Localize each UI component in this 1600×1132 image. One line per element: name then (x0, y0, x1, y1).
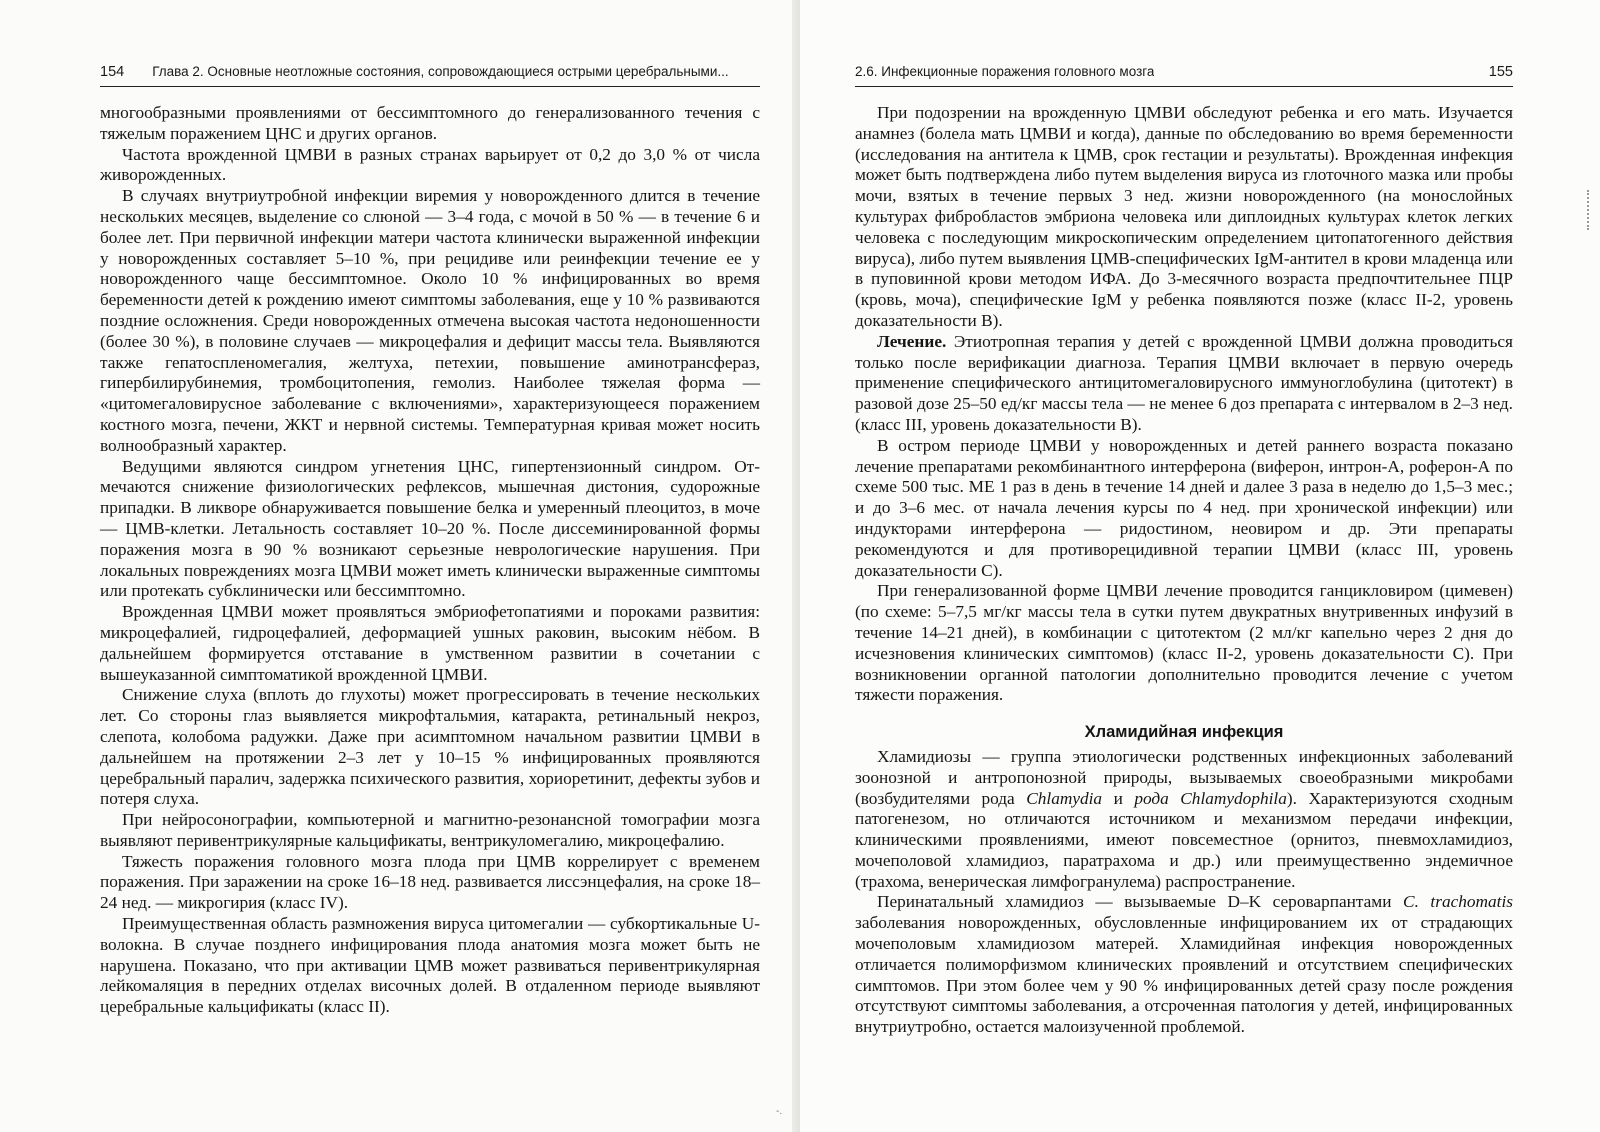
chlamydia-paragraph-1 (855, 747, 1513, 893)
scan-edge-mark (1587, 190, 1592, 230)
paragraph: Тяжесть поражения головного мозга плода при ЦМВ коррелирует с временем поражения. При заражении на сроке 16–18 нед. развивается лиссэнцефалия, на сроке 18–24 нед. — микрогирия (класс IV). (100, 851, 760, 913)
text-run: ). Характеризуются сходным патогенезом, но отличаются источником и механизмом передачи инфекции, клиническими проявлениями, имеют повсеместное (орнитоз, пневмохламидиоз, мочеполовой хламидиоз, паратрахома и др.) или преимущественно эндемичное (трахома, венерическая лимфогранулема) распространение. (855, 788, 1514, 891)
text-run: Перинатальный хламидиоз — вызываемые D–K сероварпантами (877, 892, 1404, 912)
treatment-paragraph (855, 332, 1513, 436)
right-page-header (855, 64, 1513, 87)
italic-term: рода Chlamydophila (1134, 788, 1287, 808)
text-run: Хламидиозы — группа этиологически родственных инфекционных заболеваний зоонозной и антропонозной природы, вызываемых своеобразными микробами (возбудителями рода (855, 746, 1513, 808)
chlamydia-paragraph-2 (855, 892, 1513, 1038)
italic-term: Chlamydia (1026, 788, 1103, 808)
right-page-number: 155 (1488, 64, 1513, 80)
treatment-lead: Лечение. (877, 331, 947, 351)
left-page-header (100, 64, 760, 87)
paragraph: Преимущественная область размножения вируса цитомегалии — субкортикальные U-волокна. В случае позднего инфицирования плода анатомия мозга может быть не нарушена. Показано, что при активации ЦМВ может развиваться перивентрикулярная лейкомаляция в передних отделах височных долей. В отдаленном периоде выявляют церебральные кальцификаты (класс II). (100, 914, 760, 1017)
paragraph: Снижение слуха (вплоть до глухоты) может прогрессировать в течение нескольких лет. Со стороны глаз выявляется микрофтальмия, катаракта, ретинальный некроз, слепота, колобома радужки. Даже при асимптомном начальном развитии ЦМВИ в дальнейшем на протяжении 2–3 лет у 10–15 % инфицированных проявляются церебральный паралич, задержка психического развития, хориоретинит, дефекты зубов и потеря слуха. (100, 685, 760, 809)
paragraph: Ведущими являются синдром угнетения ЦНС, гипертензионный синдром. Отмечаются снижение физиологических рефлексов, мышечная дистония, судорожные припадки. В ликворе обнаруживается повышение белка и умеренный плеоцитоз, в моче — ЦМВ-клетки. Летальность составляет 10–20 %. После диссеминированной формы поражения мозга в 90 % возникают серьезные неврологические нарушения. При локальных повреждениях мозга ЦМВИ может иметь клинически выраженные симптомы или протекать субклинически или бессимптомно. (100, 456, 760, 601)
right-page-body (855, 103, 1513, 1038)
paragraph: При генерализованной форме ЦМВИ лечение проводится ганцикловиром (цимевен) (по схеме: 5–7,5 мг/кг массы тела в сутки путем двукратных внутривенных инфузий в течение 14–21 дней), в комбинации с цитотектом (2 мл/кг капельно через 2 дня до исчезновения клинических симптомов) (класс II-2, уровень доказательности С). При возникновении органной патологии дополнительно проводится лечение с учетом тяжести поражения. (855, 581, 1513, 705)
right-running-head: 2.6. Инфекционные поражения головного мозга (855, 64, 1155, 79)
italic-term: C. trachomatis (1403, 892, 1514, 912)
paragraph: Частота врожденной ЦМВИ в разных странах варьирует от 0,2 до 3,0 % от числа живорожденных. (100, 144, 760, 185)
left-page-number: 154 (100, 64, 125, 80)
paragraph: При нейросонографии, компьютерной и магнитно-резонансной томографии мозга выявляют перивентрикулярные кальцификаты, вентрикуломегалию, микроцефалию. (100, 810, 760, 850)
right-page (800, 0, 1600, 1132)
paragraph: многообразными проявлениями от бессимптомного до генерализованного течения с тяжелым поражением ЦНС и других органов. (100, 103, 760, 143)
section-heading: Хламидийная инфекция (1084, 723, 1284, 742)
paragraph: В остром периоде ЦМВИ у новорожденных и детей раннего возраста показано лечение препаратами рекомбинантного интерферона (виферон, интрон-А, роферон-А по схеме 500 тыс. МЕ 1 раз в день в течение 14 дней и далее 3 раза в неделю до 1,5–3 мес.; и до 3–6 мес. от начала лечения курсы по 4 нед. при хронической инфекции) или индукторами интерферона — ридостином, неовиром и др. Эти препараты рекомендуются и для противорецидивной терапии ЦМВИ (класс III, уровень доказательности С). (855, 435, 1513, 580)
paragraph: При подозрении на врожденную ЦМВИ обследуют ребенка и его мать. Изучается анамнез (болела мать ЦМВИ и когда), данные по обследованию во время беременности (исследования на антитела к ЦМВ, срок гестации и результаты). Врожденная инфекция может быть подтверждена либо путем выделения вируса из глоточного мазка или пробы мочи, взятых в течение первых 3 нед. жизни новорожденного (на монослойных культурах фибробластов эмбриона человека или диплоидных культурах клеток легких человека с последующим микроскопическим определением цитопатогенного действия вируса), либо путем выявления ЦМВ-специфических IgM-антител в крови младенца или в пуповинной крови методом ИФА. До 3-месячного возраста предпочтительнее ПЦР (кровь, моча), специфические IgM у ребенка появляются позже (класс II-2, уровень доказательности В). (855, 103, 1513, 330)
text-run: и (1102, 788, 1135, 808)
treatment-text: Этиотропная терапия у детей с врожденной ЦМВИ должна проводиться только после верификации диагноза. Терапия ЦМВИ включает в первую очередь применение специфического антицитомегаловирусного иммуноглобулина (цитотект) в разовой дозе 25–50 ед/кг массы тела — не менее 6 доз препарата с интервалом в 2–3 нед. (класс III, уровень доказательности В). (855, 331, 1513, 434)
text-run: заболевания новорожденных, обусловленные инфицированием их от страдающих мочеполовым хламидиозом матерей. Хламидийная инфекция новорожденных отличается полиморфизмом клинических проявлений и отсутствием специфических симптомов. При этом более чем у 90 % инфицированных детей сразу после рождения отсутствуют симптомы заболевания, а отсроченная патология у детей, инфицированных внутриутробно, остается малоизученной проблемой. (855, 913, 1513, 1037)
paragraph: Врожденная ЦМВИ может проявляться эмбриофетопатиями и пороками развития: микроцефалией, гидроцефалией, деформацией ушных раковин, высоким нёбом. В дальнейшем формируется отставание в умственном развитии в сочетании с вышеуказанной симптоматикой врожденной ЦМВИ. (100, 602, 760, 684)
paragraph: В случаях внутриутробной инфекции виремия у новорожденного длится в течение нескольких месяцев, выделение со слюной — 3–4 года, с мочой в 50 % — в течение 6 и более лет. При первичной инфекции матери частота клинически выраженной инфекции у новорожденных составляет 5–10 %, при рецидиве или реинфекции течение ее у новорожденного чаще бессимптомное. Около 10 % инфицированных во время беременности детей к рождению имеют симптомы заболевания, еще у 10 % развиваются поздние осложнения. Среди новорожденных отмечена высокая частота недоношенности (более 30 %), в половине случаев — микроцефалия и дефицит массы тела. Выявляются также гепатоспленомегалия, желтуха, петехии, повышение аминотрансфераз, гипербилирубинемия, тромбоцитопения, гемолиз. Наиболее тяжелая форма — «цитомегаловирусное заболевание с включениями», характеризующееся поражением костного мозга, печени, ЖКТ и нервной системы. Температурная кривая может носить волнообразный характер. (100, 186, 760, 455)
scan-artifact: -. (776, 1106, 783, 1117)
left-running-head: Глава 2. Основные неотложные состояния, сопровождающиеся острыми церебральными... (152, 64, 729, 79)
left-page-body (100, 103, 760, 1018)
